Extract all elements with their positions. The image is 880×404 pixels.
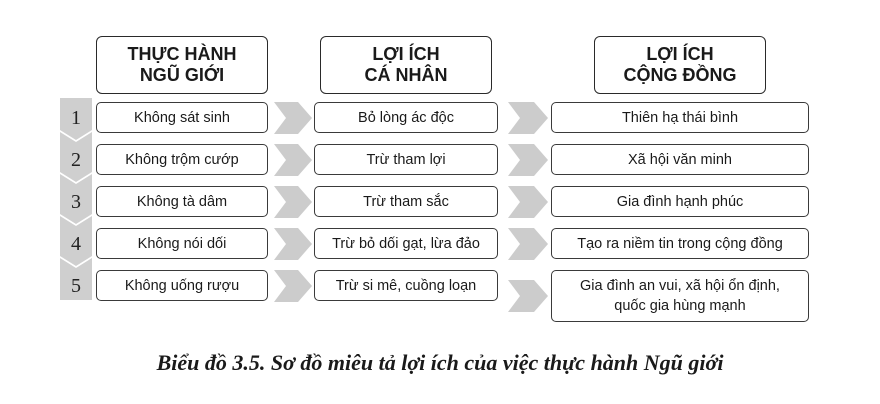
- community-benefit-box: Tạo ra niềm tin trong cộng đồng: [551, 228, 809, 259]
- header-practice: [96, 36, 268, 94]
- personal-benefit-box: Bỏ lòng ác độc: [314, 102, 498, 133]
- arrow-right-icon: [274, 186, 312, 218]
- header-personal-label: LỢI ÍCH CÁ NHÂN: [364, 44, 448, 85]
- personal-benefit-box: Trừ bỏ dối gạt, lừa đảo: [314, 228, 498, 259]
- row-number: 5: [71, 275, 81, 297]
- header-community-label: LỢI ÍCH CỘNG ĐỒNG: [623, 44, 737, 85]
- practice-box: Không tà dâm: [96, 186, 268, 217]
- row-number: 4: [71, 233, 81, 255]
- figure-caption: Biểu đồ 3.5. Sơ đồ miêu tả lợi ích của việc thực hành Ngũ giới: [156, 350, 724, 375]
- row-number: 1: [71, 107, 81, 129]
- community-benefit-box: Gia đình an vui, xã hội ổn định, quốc gia hùng mạnh: [551, 270, 809, 322]
- header-community-benefit: [594, 36, 766, 94]
- personal-benefit-box: Trừ si mê, cuồng loạn: [314, 270, 498, 301]
- community-benefit-box: Gia đình hạnh phúc: [551, 186, 809, 217]
- practice-box: Không nói dối: [96, 228, 268, 259]
- practice-box: Không trộm cướp: [96, 144, 268, 175]
- arrow-right-icon: [274, 270, 312, 302]
- row-number: 2: [71, 149, 81, 171]
- arrow-right-icon: [508, 144, 548, 176]
- practice-box: Không sát sinh: [96, 102, 268, 133]
- practice-box: Không uống rượu: [96, 270, 268, 301]
- community-benefit-box: Xã hội văn minh: [551, 144, 809, 175]
- arrow-right-icon: [274, 102, 312, 134]
- personal-benefit-box: Trừ tham sắc: [314, 186, 498, 217]
- arrow-right-icon: [508, 280, 548, 312]
- header-personal-benefit: [320, 36, 492, 94]
- arrow-right-icon: [508, 186, 548, 218]
- header-practice-label: THỰC HÀNH NGŨ GIỚI: [127, 44, 237, 85]
- personal-benefit-box: Trừ tham lợi: [314, 144, 498, 175]
- row-number: 3: [71, 191, 81, 213]
- arrow-right-icon: [274, 144, 312, 176]
- arrow-right-icon: [508, 102, 548, 134]
- community-benefit-box: Thiên hạ thái bình: [551, 102, 809, 133]
- arrow-right-icon: [274, 228, 312, 260]
- arrow-right-icon: [508, 228, 548, 260]
